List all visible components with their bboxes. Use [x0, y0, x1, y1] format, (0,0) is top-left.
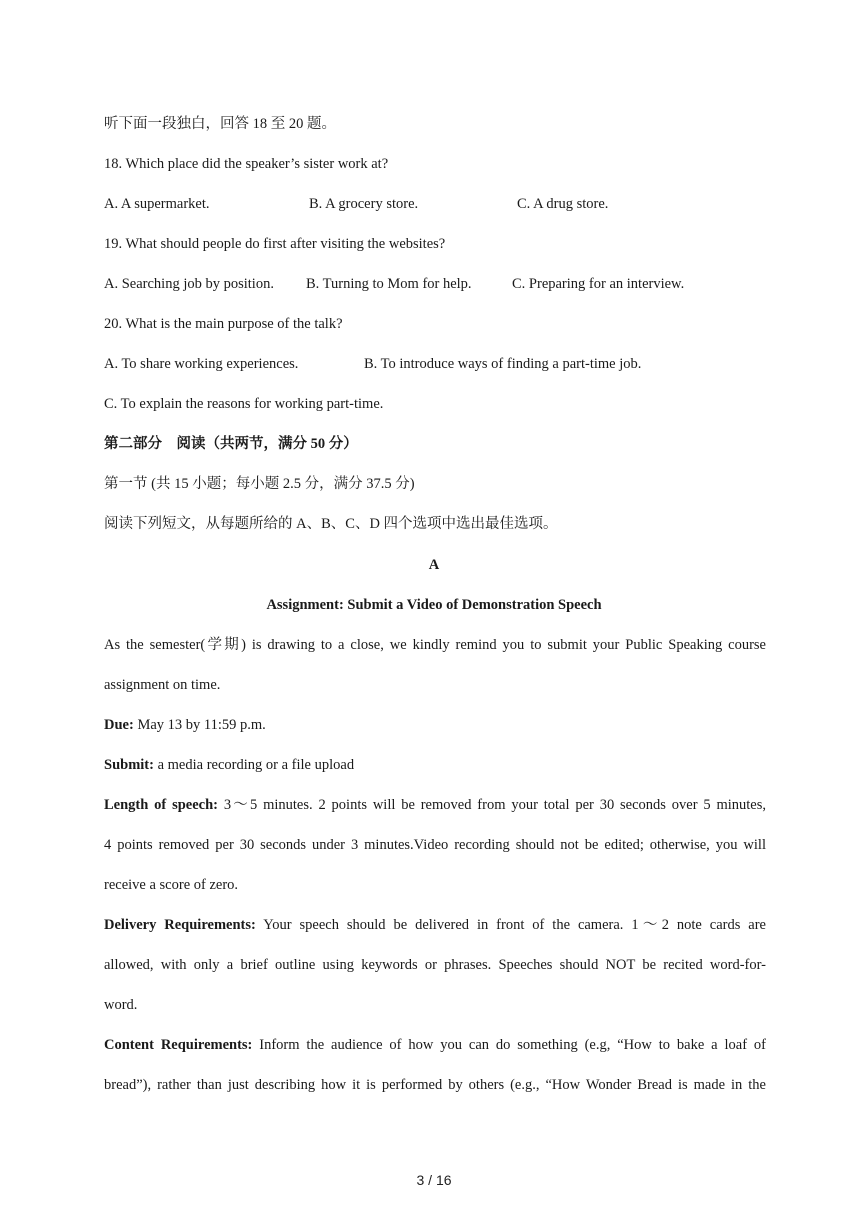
- delivery-line-3: word.: [104, 997, 138, 1013]
- submit-paragraph: [104, 755, 766, 775]
- submit-value: a media recording or a file upload: [153, 757, 355, 773]
- content-line-2: bread”), rather than just describing how it is performed by others (e.g., “How Wonder Bread is made in the: [104, 1077, 766, 1093]
- listening-instruction: 听下面一段独白，回答 18 至 20 题。: [104, 116, 336, 132]
- section-title: 第一节 (共 15 小题；每小题 2.5 分，满分 37.5 分): [104, 476, 415, 492]
- content-line-1: [104, 1035, 766, 1055]
- content-label: Content Requirements:: [104, 1037, 253, 1053]
- part-title: 第二部分 阅读（共两节，满分 50 分）: [104, 436, 358, 452]
- q20-option-a: A. To share working experiences.: [104, 356, 299, 372]
- submit-label: Submit:: [104, 757, 154, 773]
- length-line-1: [104, 795, 766, 815]
- q19-option-c: C. Preparing for an interview.: [512, 276, 685, 292]
- q19-option-b: B. Turning to Mom for help.: [306, 276, 472, 292]
- delivery-line-2: allowed, with only a brief outline using keywords or phrases. Speeches should NOT be recited word-for-: [104, 957, 766, 973]
- content-text-1: Inform the audience of how you can do something (e.g, “How to bake a loaf of: [252, 1037, 767, 1053]
- page-number: 3 / 16: [416, 1172, 452, 1188]
- length-line-3: receive a score of zero.: [104, 877, 239, 893]
- q18-option-a: A. A supermarket.: [104, 196, 210, 212]
- length-line-2: 4 points removed per 30 seconds under 3 minutes.Video recording should not be edited; otherwise, you will: [104, 837, 766, 853]
- delivery-line-1: [104, 915, 766, 935]
- due-paragraph: [104, 715, 766, 735]
- q18-option-b: B. A grocery store.: [309, 196, 419, 212]
- delivery-label: Delivery Requirements:: [104, 917, 256, 933]
- delivery-text-1: Your speech should be delivered in front of the camera. 1～2 note cards are: [255, 917, 766, 933]
- reading-instruction: 阅读下列短文，从每题所给的 A、B、C、D 四个选项中选出最佳选项。: [104, 516, 558, 532]
- q19-option-a: A. Searching job by position.: [104, 276, 274, 292]
- question-19: 19. What should people do first after visiting the websites?: [104, 236, 446, 252]
- q20-option-b: B. To introduce ways of finding a part-time job.: [364, 356, 642, 372]
- length-text-1: 3～5 minutes. 2 points will be removed from your total per 30 seconds over 5 minutes,: [217, 797, 766, 813]
- length-label: Length of speech:: [104, 797, 218, 813]
- intro-line-1: As the semester(学期) is drawing to a close, we kindly remind you to submit your Public Speaking course: [104, 637, 766, 653]
- q18-option-c: C. A drug store.: [517, 196, 609, 212]
- due-label: Due:: [104, 717, 134, 733]
- question-20: 20. What is the main purpose of the talk?: [104, 316, 343, 332]
- q20-option-c: C. To explain the reasons for working part-time.: [104, 396, 384, 412]
- passage-letter: A: [428, 557, 440, 573]
- intro-line-2: assignment on time.: [104, 677, 221, 693]
- due-value: May 13 by 11:59 p.m.: [133, 717, 266, 733]
- question-18: 18. Which place did the speaker’s sister work at?: [104, 156, 389, 172]
- passage-title: Assignment: Submit a Video of Demonstration Speech: [266, 597, 602, 613]
